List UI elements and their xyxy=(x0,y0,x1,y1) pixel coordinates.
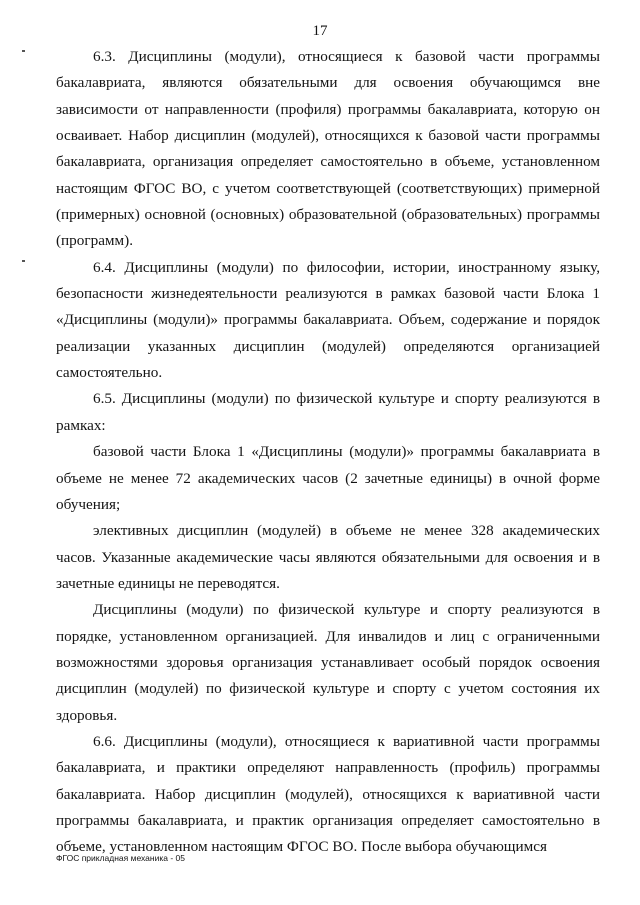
margin-mark xyxy=(22,50,25,52)
paragraph-6-6: 6.6. Дисциплины (модули), относящиеся к вариативной части программы бакалавриата, и практики определяют направленность (профиль) программы бакалавриата. Набор дисциплин (модулей), относящихся к вариативной части программы бакалавриата, и практик организация определяет самостоятельно в объеме, установленном настоящим ФГОС ВО. После выбора обучающимся xyxy=(56,732,600,856)
page-number: 17 xyxy=(312,23,328,39)
paragraph-physical-culture: Дисциплины (модули) по физической культуре и спорту реализуются в порядке, установленном организацией. Для инвалидов и лиц с ограниченными возможностями здоровья организация устанавливает особый порядок освоения дисциплин (модулей) по физической культуре и спорту с учетом состояния их здоровья. xyxy=(56,601,600,724)
margin-mark xyxy=(22,260,25,262)
document-footer: ФГОС прикладная механика - 05 xyxy=(56,853,185,863)
paragraph-6-5-item-1: базовой части Блока 1 «Дисциплины (модули)» программы бакалавриата в объеме не менее 72 академических часов (2 зачетные единицы) в очной форме обучения; xyxy=(56,443,600,513)
document-body xyxy=(56,44,600,861)
paragraph-6-5: 6.5. Дисциплины (модули) по физической культуре и спорту реализуются в рамках: xyxy=(56,390,600,434)
paragraph-6-4: 6.4. Дисциплины (модули) по философии, истории, иностранному языку, безопасности жизнедеятельности реализуются в рамках базовой части Блока 1 «Дисциплины (модули)» программы бакалавриата. Объем, содержание и порядок реализации указанных дисциплин (модулей) определяются организацией самостоятельно. xyxy=(56,258,600,382)
paragraph-6-3: 6.3. Дисциплины (модули), относящиеся к базовой части программы бакалавриата, являются обязательными для освоения обучающимся вне зависимости от направленности (профиля) программы бакалавриата, которую он осваивает. Набор дисциплин (модулей), относящихся к базовой части программы бакалавриата, организация определяет самостоятельно в объеме, установленном настоящим ФГОС ВО, с учетом соответствующей (соответствующих) примерной (примерных) основной (основных) образовательной (образовательных) программы (программ). xyxy=(56,48,600,250)
paragraph-6-5-item-2: элективных дисциплин (модулей) в объеме не менее 328 академических часов. Указанные академические часы являются обязательными для освоения и в зачетные единицы не переводятся. xyxy=(56,522,600,592)
